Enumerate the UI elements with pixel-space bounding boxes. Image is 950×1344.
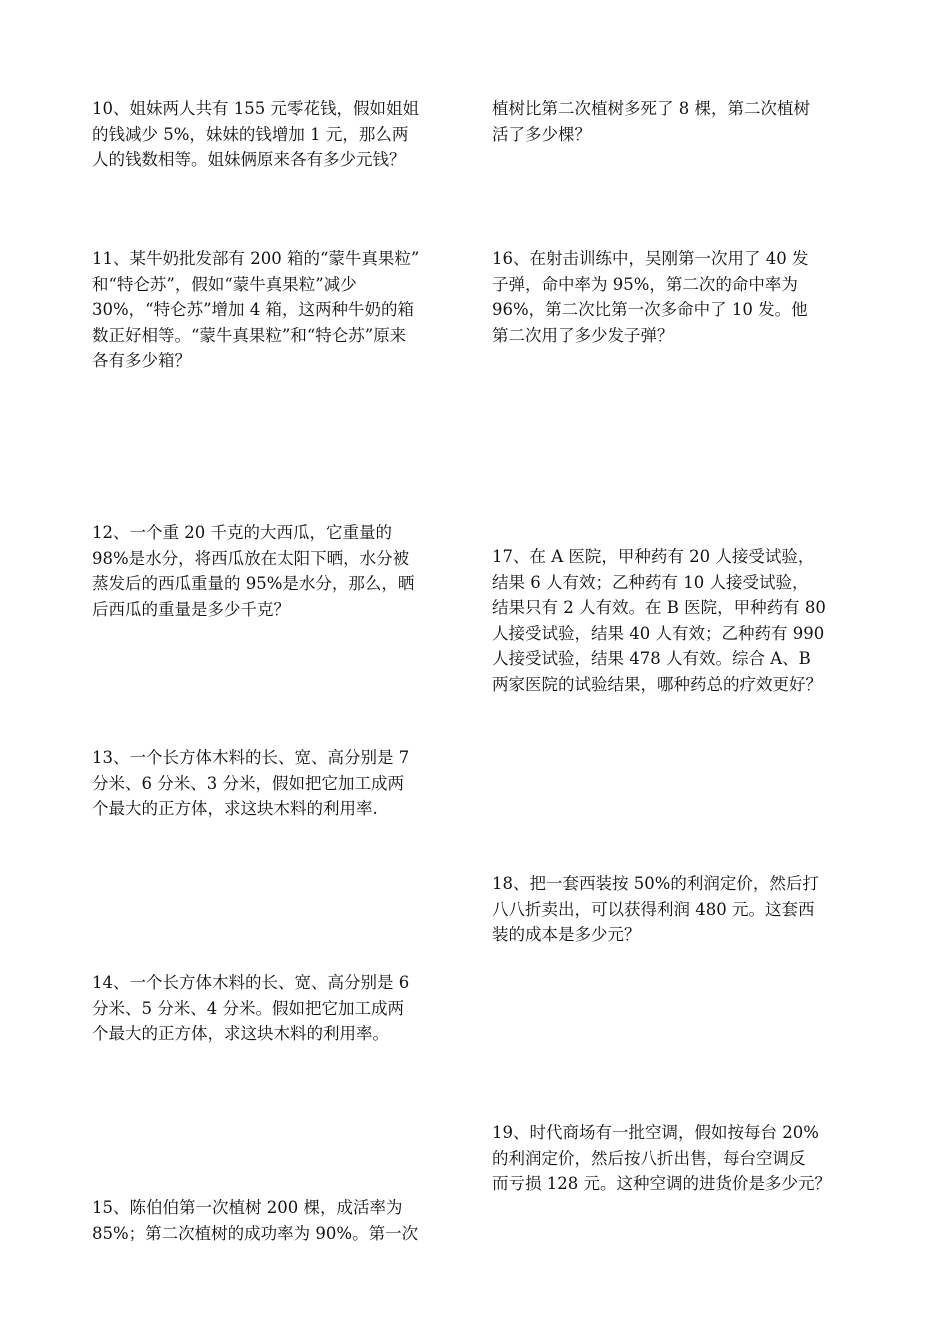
problem-line: 结果 6 人有效；乙种药有 10 人接受试验， [492,572,809,592]
problem-line: 装的成本是多少元？ [492,925,641,944]
problem-line: 结果只有 2 人有效。在 B 医院，甲种药有 80 [492,598,826,617]
problem-line: 12、一个重 20 千克的大西瓜，它重量的 [92,523,392,542]
problem-line: 人的钱数相等。姐妹俩原来各有多少元钱？ [92,150,406,169]
problem-10 [92,96,462,173]
problem-line: 两家医院的试验结果，哪种药总的疗效更好？ [492,674,822,694]
problem-15 [92,1195,462,1246]
problem-line: 15、陈伯伯第一次植树 200 棵，成活率为 [92,1198,403,1217]
problem-line: 96%，第二次比第一次多命中了 10 发。他 [492,300,808,319]
problem-line: 16、在射击训练中，吴刚第一次用了 40 发 [492,249,809,268]
problem-19 [492,1120,872,1197]
problem-13 [92,745,462,822]
problem-line: 而亏损 128 元。这种空调的进货价是多少元？ [492,1174,831,1193]
problem-14 [92,970,462,1047]
problem-line: 第二次用了多少发子弹？ [492,325,674,345]
problem-16 [492,246,872,348]
problem-11 [92,246,462,374]
problem-line: 人接受试验，结果 478 人有效。综合 A、B [492,649,811,668]
problem-18 [492,871,872,948]
problem-17 [492,544,872,697]
problem-15-continuation [492,96,872,147]
problem-line: 活了多少棵？ [492,124,591,144]
problem-line: 98%是水分，将西瓜放在太阳下晒，水分被 [92,548,410,568]
problem-line: 分米、6 分米、3 分米，假如把它加工成两 [92,773,404,793]
problem-line: 13、一个长方体木料的长、宽、高分别是 7 [92,748,410,767]
problem-line: 10、姐妹两人共有 155 元零花钱，假如姐姐 [92,99,419,118]
problem-line: 14、一个长方体木料的长、宽、高分别是 6 [92,973,410,992]
problem-line: 的利润定价，然后按八折出售，每台空调反 [492,1148,806,1168]
problem-line: 85%；第二次植树的成功率为 90%。第一次 [92,1223,419,1243]
problem-line: 个最大的正方体，求这块木料的利用率。 [92,1024,389,1043]
problem-12 [92,520,462,622]
problem-line: 个最大的正方体，求这块木料的利用率. [92,799,378,818]
problem-line: 人接受试验，结果 40 人有效；乙种药有 990 [492,623,825,643]
problem-line: 和“特仑苏”，假如“蒙牛真果粒”减少 [92,274,357,294]
problem-line: 18、把一套西装按 50%的利润定价，然后打 [492,874,819,893]
problem-line: 各有多少箱？ [92,351,191,370]
problem-line: 的钱减少 5%，妹妹的钱增加 1 元，那么两 [92,124,409,144]
problem-line: 30%，“特仑苏”增加 4 箱，这两种牛奶的箱 [92,300,415,319]
problem-line: 八八折卖出，可以获得利润 480 元。这套西 [492,899,815,919]
problem-line: 19、时代商场有一批空调，假如按每台 20% [492,1123,819,1142]
problem-line: 子弹，命中率为 95%，第二次的命中率为 [492,274,798,294]
problem-line: 分米、5 分米、4 分米。假如把它加工成两 [92,998,404,1018]
problem-line: 数正好相等。“蒙牛真果粒”和“特仑苏”原来 [92,325,407,345]
problem-line: 17、在 A 医院，甲种药有 20 人接受试验， [492,547,815,566]
problem-line: 蒸发后的西瓜重量的 95%是水分，那么，晒 [92,574,415,593]
problem-line: 后西瓜的重量是多少千克？ [92,599,290,619]
problem-line: 11、某牛奶批发部有 200 箱的“蒙牛真果粒” [92,249,420,268]
problem-line: 植树比第二次植树多死了 8 棵，第二次植树 [492,99,810,118]
